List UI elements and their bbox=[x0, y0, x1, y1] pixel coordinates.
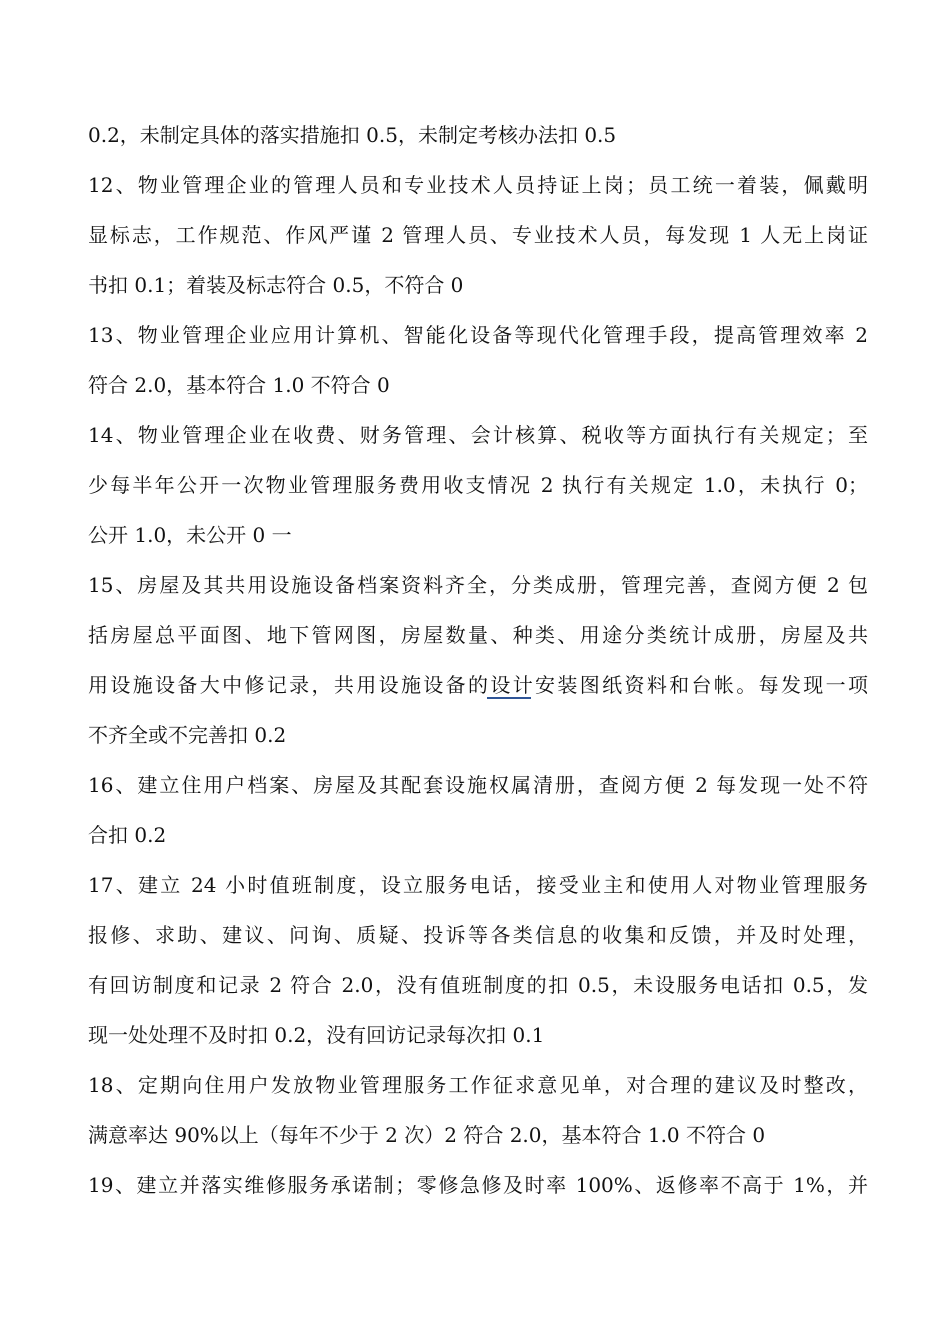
spellcheck-underline bbox=[487, 697, 531, 699]
text-line-6: 符合 2.0，基本符合 1.0 不符合 0 bbox=[88, 373, 390, 397]
text-line-4: 书扣 0.1；着装及标志符合 0.5，不符合 0 bbox=[88, 273, 464, 297]
text-line-3: 显标志，工作规范、作风严谨 2 管理人员、专业技术人员，每发现 1 人无上岗证 bbox=[88, 223, 868, 247]
text-line-12: 用设施设备大中修记录，共用设施设备的设计安装图纸资料和台帐。每发现一项 bbox=[88, 673, 868, 697]
text-line-5: 13、物业管理企业应用计算机、智能化设备等现代化管理手段，提高管理效率 2 bbox=[88, 323, 868, 347]
text-line-20: 18、定期向住用户发放物业管理服务工作征求意见单，对合理的建议及时整改， bbox=[88, 1073, 868, 1097]
text-line-9: 公开 1.0，未公开 0 一 bbox=[88, 523, 292, 547]
text-line-11: 括房屋总平面图、地下管网图，房屋数量、种类、用途分类统计成册，房屋及共 bbox=[88, 623, 868, 647]
text-line-21: 满意率达 90%以上（每年不少于 2 次）2 符合 2.0，基本符合 1.0 不符合 0 bbox=[88, 1123, 766, 1147]
text-line-17: 报修、求助、建议、问询、质疑、投诉等各类信息的收集和反馈，并及时处理， bbox=[88, 923, 868, 947]
text-line-7: 14、物业管理企业在收费、财务管理、会计核算、税收等方面执行有关规定；至 bbox=[88, 423, 868, 447]
text-line-16: 17、建立 24 小时值班制度，设立服务电话，接受业主和使用人对物业管理服务 bbox=[88, 873, 868, 897]
text-line-22: 19、建立并落实维修服务承诺制；零修急修及时率 100%、返修率不高于 1%，并 bbox=[88, 1173, 868, 1197]
text-line-14: 16、建立住用户档案、房屋及其配套设施权属清册，查阅方便 2 每发现一处不符 bbox=[88, 773, 868, 797]
text-line-15: 合扣 0.2 bbox=[88, 823, 167, 847]
text-line-19: 现一处处理不及时扣 0.2，没有回访记录每次扣 0.1 bbox=[88, 1023, 545, 1047]
text-line-10: 15、房屋及其共用设施设备档案资料齐全，分类成册，管理完善，查阅方便 2 包 bbox=[88, 573, 868, 597]
text-line-18: 有回访制度和记录 2 符合 2.0，没有值班制度的扣 0.5，未设服务电话扣 0.5，发 bbox=[88, 973, 868, 997]
text-line-2: 12、物业管理企业的管理人员和专业技术人员持证上岗；员工统一着装，佩戴明 bbox=[88, 173, 868, 197]
text-line-1: 0.2，未制定具体的落实措施扣 0.5，未制定考核办法扣 0.5 bbox=[88, 123, 617, 147]
text-line-8: 少每半年公开一次物业管理服务费用收支情况 2 执行有关规定 1.0，未执行 0； bbox=[88, 473, 868, 497]
text-line-13: 不齐全或不完善扣 0.2 bbox=[88, 723, 287, 747]
